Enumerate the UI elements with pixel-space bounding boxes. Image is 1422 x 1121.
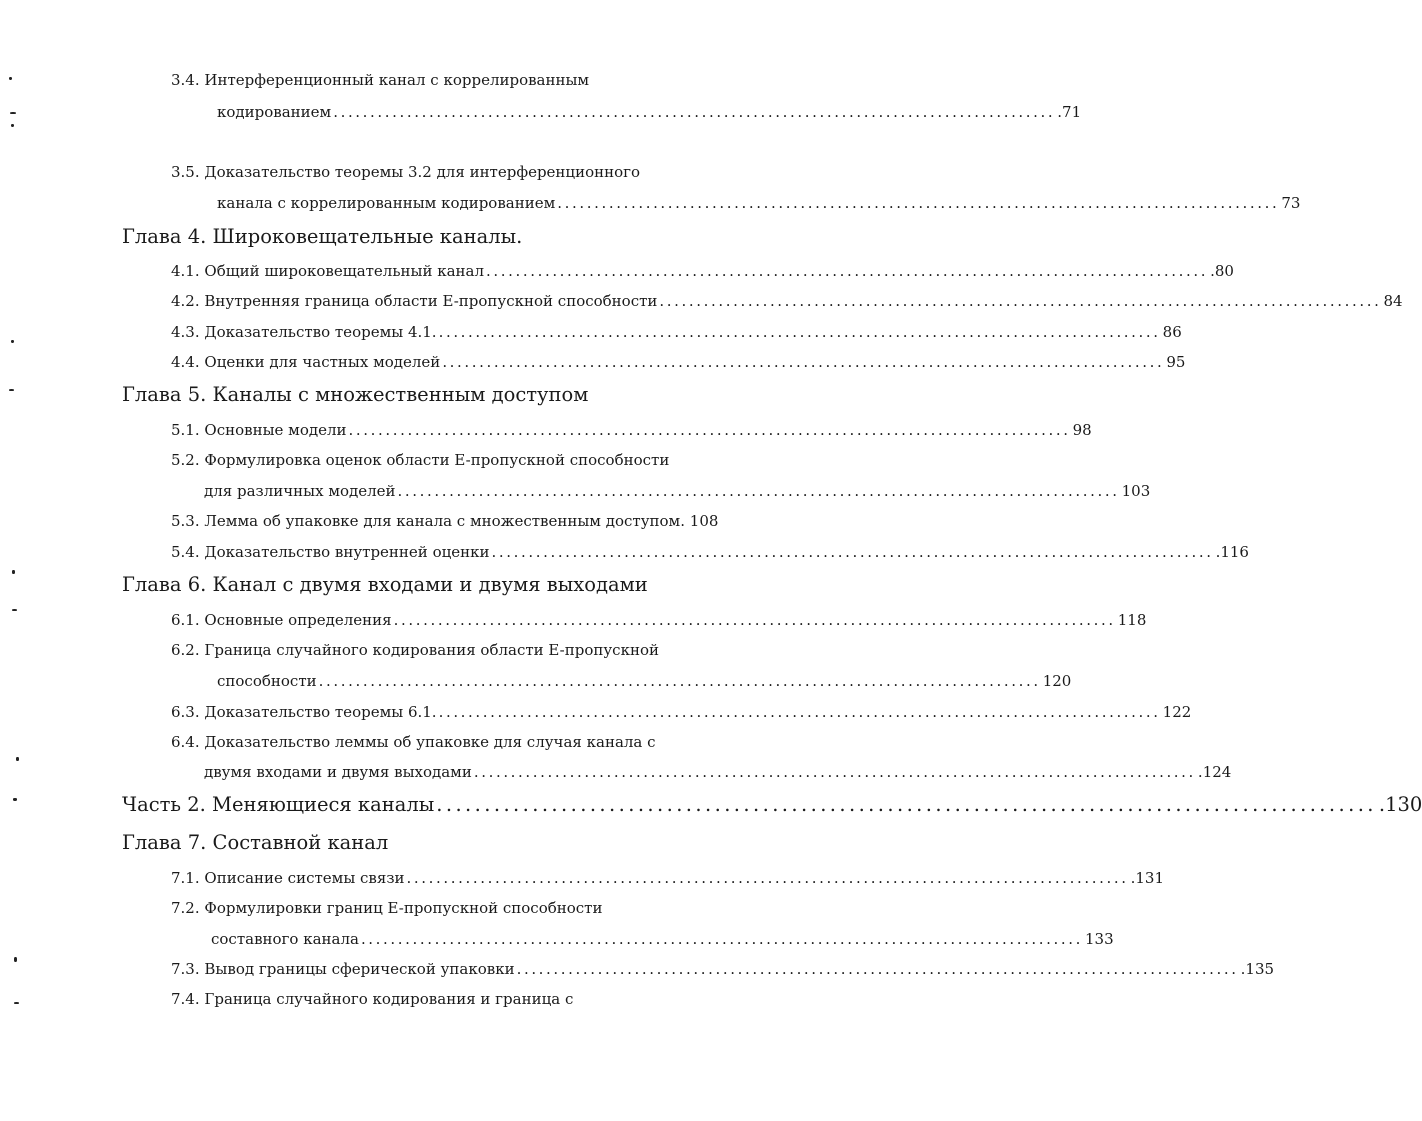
chapter-title: Составной канал [212,831,389,854]
dot-leader: .................................................................................................. [436,793,1377,816]
section-number: 7.4. [171,990,200,1008]
section-title: Вывод границы сферической упаковки [204,960,515,978]
toc-entry-5-1 [171,421,1092,439]
section-title-cont: составного канала [211,930,359,948]
section-title: Лемма об упаковке для канала с множественным доступом. [204,512,685,530]
scan-speck [11,124,14,127]
section-title-cont: способности [217,672,317,690]
page-number: 103 [1121,482,1151,500]
page-number: 108 [689,512,719,530]
section-title-cont: для различных моделей [204,482,396,500]
dot-leader: .................................................................................................. [360,930,1084,948]
chapter-title: Широковещательные каналы. [212,225,523,248]
section-title: Интерференционный канал с коррелированным [204,71,590,89]
chapter-6-heading [122,573,648,596]
scan-speck [9,77,12,80]
section-title: Граница случайного кодирования области E-пропускной [204,641,659,659]
page-number: 84 [1383,292,1403,310]
toc-entry-7-1 [171,869,1165,887]
dot-leader: .................................................................................................. [333,103,1056,121]
section-title: Доказательство леммы об упаковке для случая канала с [204,733,656,751]
part-title: Меняющиеся каналы [212,793,435,816]
section-number: 5.1. [171,421,200,439]
chapter-label: Глава 6. [122,573,207,596]
section-number: 5.2. [171,451,200,469]
toc-entry-5-2-cont [204,482,1151,500]
toc-entry-5-3 [171,512,747,530]
chapter-4-heading [122,225,522,248]
section-number: 7.1. [171,869,200,887]
section-number: 3.5. [171,163,200,181]
section-number: 4.1. [171,262,200,280]
section-number: 5.3. [171,512,200,530]
dot-leader: .................................................................................................. [491,543,1214,561]
toc-entry-6-2-cont [217,672,1072,690]
scan-speck [14,957,17,962]
section-number: 4.3. [171,323,200,341]
dot-leader: .................................................................................................. [397,482,1120,500]
scan-speck [12,609,17,611]
toc-entry-3-5-cont [217,194,1301,212]
section-number: 6.1. [171,611,200,629]
toc-entry-4-1 [171,262,1234,280]
page-number: .80 [1210,262,1234,280]
toc-entry-7-2 [171,899,602,917]
toc-entry-6-4 [171,733,656,751]
section-title: Описание системы связи [204,869,405,887]
section-number: 6.2. [171,641,200,659]
section-title: Основные модели [204,421,347,439]
scan-speck [13,798,17,801]
dot-leader: .................................................................................................. [516,960,1239,978]
section-title-cont: канала с коррелированным кодированием [217,194,556,212]
section-number: 7.2. [171,899,200,917]
part-label: Часть 2. [122,793,206,816]
section-title: Основные определения [204,611,392,629]
dot-leader: .................................................................................................. [406,869,1129,887]
section-number: 3.4. [171,71,200,89]
toc-entry-3-4 [171,71,589,89]
toc-entry-7-2-cont [211,930,1114,948]
page-number: 95 [1166,353,1186,371]
page-number: 133 [1085,930,1114,948]
toc-entry-5-2 [171,451,669,469]
toc-entry-3-4-cont [217,103,1082,121]
section-number: 6.4. [171,733,200,751]
section-number: 5.4. [171,543,200,561]
section-title: Доказательство теоремы 4.1. [204,323,437,341]
section-title: Доказательство теоремы 3.2 для интерференционного [204,163,641,181]
toc-entry-3-5 [171,163,640,181]
page-number: .124 [1197,763,1232,781]
chapter-7-heading [122,831,388,854]
scan-speck [16,757,19,761]
toc-entry-7-3 [171,960,1275,978]
toc-entry-4-3 [171,323,1182,341]
scan-speck [11,340,14,343]
dot-leader: .................................................................................................. [438,703,1161,721]
dot-leader: .................................................................................................. [442,353,1165,371]
section-title: Доказательство теоремы 6.1. [204,703,437,721]
section-number: 4.2. [171,292,200,310]
section-title: Доказательство внутренней оценки [204,543,490,561]
toc-entry-5-4 [171,543,1249,561]
toc-entry-7-4 [171,990,573,1008]
toc-entry-4-4 [171,353,1186,371]
scan-speck [12,570,15,574]
section-title: Формулировки границ E-пропускной способности [204,899,603,917]
scan-speck [14,1002,19,1004]
page-number: 118 [1117,611,1147,629]
dot-leader: .................................................................................................. [348,421,1071,439]
page-number: .131 [1130,869,1165,887]
toc-entry-6-4-cont [204,763,1232,781]
dot-leader: .................................................................................................. [318,672,1041,690]
chapter-label: Глава 5. [122,383,207,406]
scan-speck [10,112,16,114]
page-number: 73 [1281,194,1301,212]
section-title: Формулировка оценок области E-пропускной способности [204,451,670,469]
dot-leader: .................................................................................................. [557,194,1280,212]
part-2-heading [122,793,1422,816]
scan-speck [9,389,14,391]
section-number: 7.3. [171,960,200,978]
page-number: 122 [1162,703,1192,721]
chapter-label: Глава 4. [122,225,207,248]
page-number: .135 [1240,960,1275,978]
chapter-5-heading [122,383,588,406]
section-title: Граница случайного кодирования и граница с [204,990,574,1008]
dot-leader: .................................................................................................. [393,611,1116,629]
page-number: 86 [1162,323,1182,341]
dot-leader: .................................................................................................. [659,292,1382,310]
dot-leader: .................................................................................................. [438,323,1161,341]
section-title: Внутренняя граница области E-пропускной способности [204,292,658,310]
page-number: .130 [1378,793,1422,816]
section-title: Общий широковещательный канал [204,262,484,280]
section-title: Оценки для частных моделей [204,353,441,371]
dot-leader: .................................................................................................. [473,763,1196,781]
chapter-label: Глава 7. [122,831,207,854]
section-number: 4.4. [171,353,200,371]
section-title-cont: двумя входами и двумя выходами [204,763,472,781]
page-number: 120 [1042,672,1072,690]
toc-entry-6-3 [171,703,1192,721]
toc-entry-6-1 [171,611,1147,629]
section-title-cont: кодированием [217,103,332,121]
toc-entry-4-2 [171,292,1403,310]
page-number: 98 [1072,421,1092,439]
page-number: .116 [1215,543,1249,561]
toc-entry-6-2 [171,641,659,659]
chapter-title: Канал с двумя входами и двумя выходами [212,573,648,596]
page-number: .71 [1057,103,1082,121]
section-number: 6.3. [171,703,200,721]
dot-leader: .................................................................................................. [486,262,1209,280]
chapter-title: Каналы с множественным доступом [212,383,589,406]
